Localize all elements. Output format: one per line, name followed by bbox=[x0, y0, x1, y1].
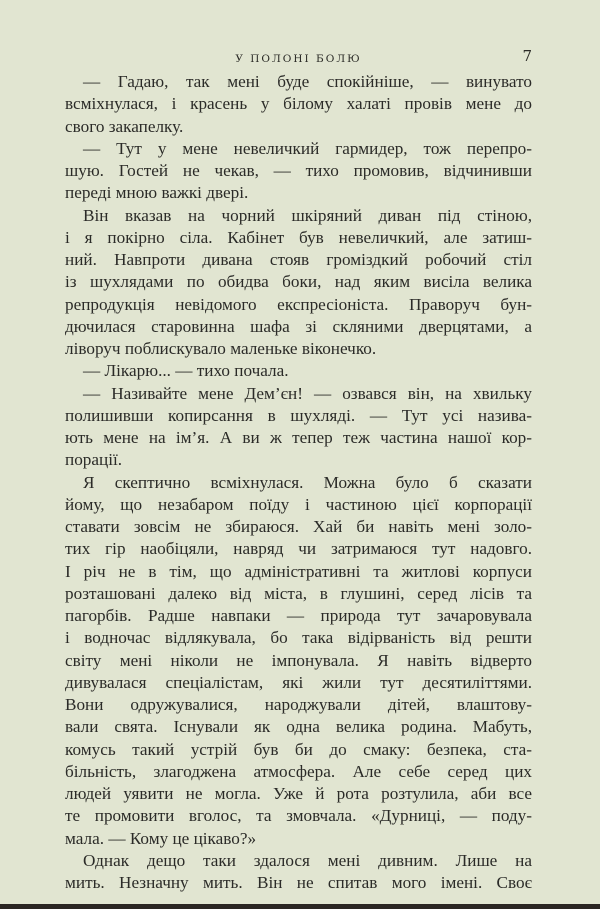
text-line: переді мною важкі двері. bbox=[65, 183, 249, 203]
text-line: дючилася старовинна шафа зі скляними дверцятами, а bbox=[65, 316, 532, 336]
text-line: комусь такий устрій був би до смаку: безпека, ста- bbox=[65, 739, 532, 759]
page-number: 7 bbox=[522, 47, 532, 65]
text-line: ставати зовсім не збираюся. Хай би навіть мені золо- bbox=[65, 517, 532, 536]
text-line: Однак дещо таки здалося мені дивним. Лише на bbox=[83, 850, 532, 870]
paragraph bbox=[65, 360, 532, 382]
text-line: свого закапелку. bbox=[65, 116, 184, 136]
text-line: — Тут у мене невеличкий гармидер, тож перепро- bbox=[83, 138, 532, 158]
text-line: дивувалася спеціалістам, які жили тут десятиліттями. bbox=[65, 672, 532, 692]
text-line: — Лікарю... — тихо почала. bbox=[83, 361, 289, 381]
paragraph bbox=[65, 850, 532, 895]
text-line: репродукція невідомого експресіоніста. Праворуч бун- bbox=[65, 294, 532, 314]
text-line: ють мене на ім’я. А ви ж тепер теж частина нашої кор- bbox=[65, 428, 532, 447]
text-line: Він вказав на чорний шкіряний диван під стіною, bbox=[83, 205, 532, 225]
text-line: всміхнулася, і красень у білому халаті провів мене до bbox=[65, 94, 532, 114]
text-line: мить. Незначну мить. Він не спитав мого імені. Своє bbox=[65, 873, 532, 892]
text-line: ний. Навпроти дивана стояв громіздкий робочий стіл bbox=[65, 250, 532, 269]
paragraph bbox=[65, 205, 532, 361]
text-line: людей уявити не могла. Уже й рота розтулила, аби все bbox=[65, 784, 532, 803]
paragraph bbox=[65, 472, 532, 850]
text-line: мала. — Кому це цікаво?» bbox=[65, 828, 257, 848]
text-line: і я покірно сіла. Кабінет був невеличкий, але затиш- bbox=[65, 227, 532, 247]
text-line: те промовити вголос, та змовчала. «Дурниці, — поду- bbox=[65, 806, 532, 826]
text-line: порації. bbox=[65, 450, 123, 470]
text-line: вали свята. Існували як одна велика родина. Мабуть, bbox=[65, 717, 532, 737]
paragraph bbox=[65, 383, 532, 472]
text-line: Я скептично всміхнулася. Можна було б сказати bbox=[83, 472, 532, 492]
text-line: І річ не в тім, що адміністративні та житлові корпуси bbox=[65, 561, 532, 581]
paragraph bbox=[65, 71, 532, 138]
text-line: йому, що незабаром поїду і частиною цієї корпорації bbox=[65, 494, 532, 514]
text-line: — Називайте мене Дем’єн! — озвався він, на хвильку bbox=[83, 383, 532, 403]
body-text bbox=[65, 71, 532, 894]
text-line: розташовані далеко від міста, в глушині, серед лісів та bbox=[65, 583, 532, 603]
paragraph bbox=[65, 138, 532, 205]
text-line: шую. Гостей не чекав, — тихо промовив, відчинивши bbox=[65, 161, 532, 180]
text-line: пагорбів. Радше навпаки — природа тут зачаровувала bbox=[65, 606, 532, 625]
text-line: — Гадаю, так мені буде спокійніше, — винувато bbox=[83, 72, 532, 91]
text-line: тих гір наобіцяли, навряд чи затримаюся тут надовго. bbox=[65, 539, 532, 559]
text-line: Вони одружувалися, народжували дітей, влаштову- bbox=[65, 695, 532, 714]
text-line: із шухлядами по обидва боки, над яким висіла велика bbox=[65, 272, 532, 292]
text-line: світу мені ніколи не імпонувала. Я навіть відверто bbox=[65, 650, 532, 670]
text-line: ліворуч поблискувало маленьке віконечко. bbox=[65, 339, 377, 358]
text-line: і водночас відлякувала, бо така відірваність від решти bbox=[65, 628, 532, 648]
text-line: полишивши копирсання в шухляді. — Тут усі назива- bbox=[65, 405, 532, 425]
page-header bbox=[65, 47, 532, 67]
text-line: більність, злагоджена атмосфера. Але себе серед цих bbox=[65, 761, 532, 781]
running-title: У ПОЛОНІ БОЛЮ bbox=[235, 53, 362, 65]
